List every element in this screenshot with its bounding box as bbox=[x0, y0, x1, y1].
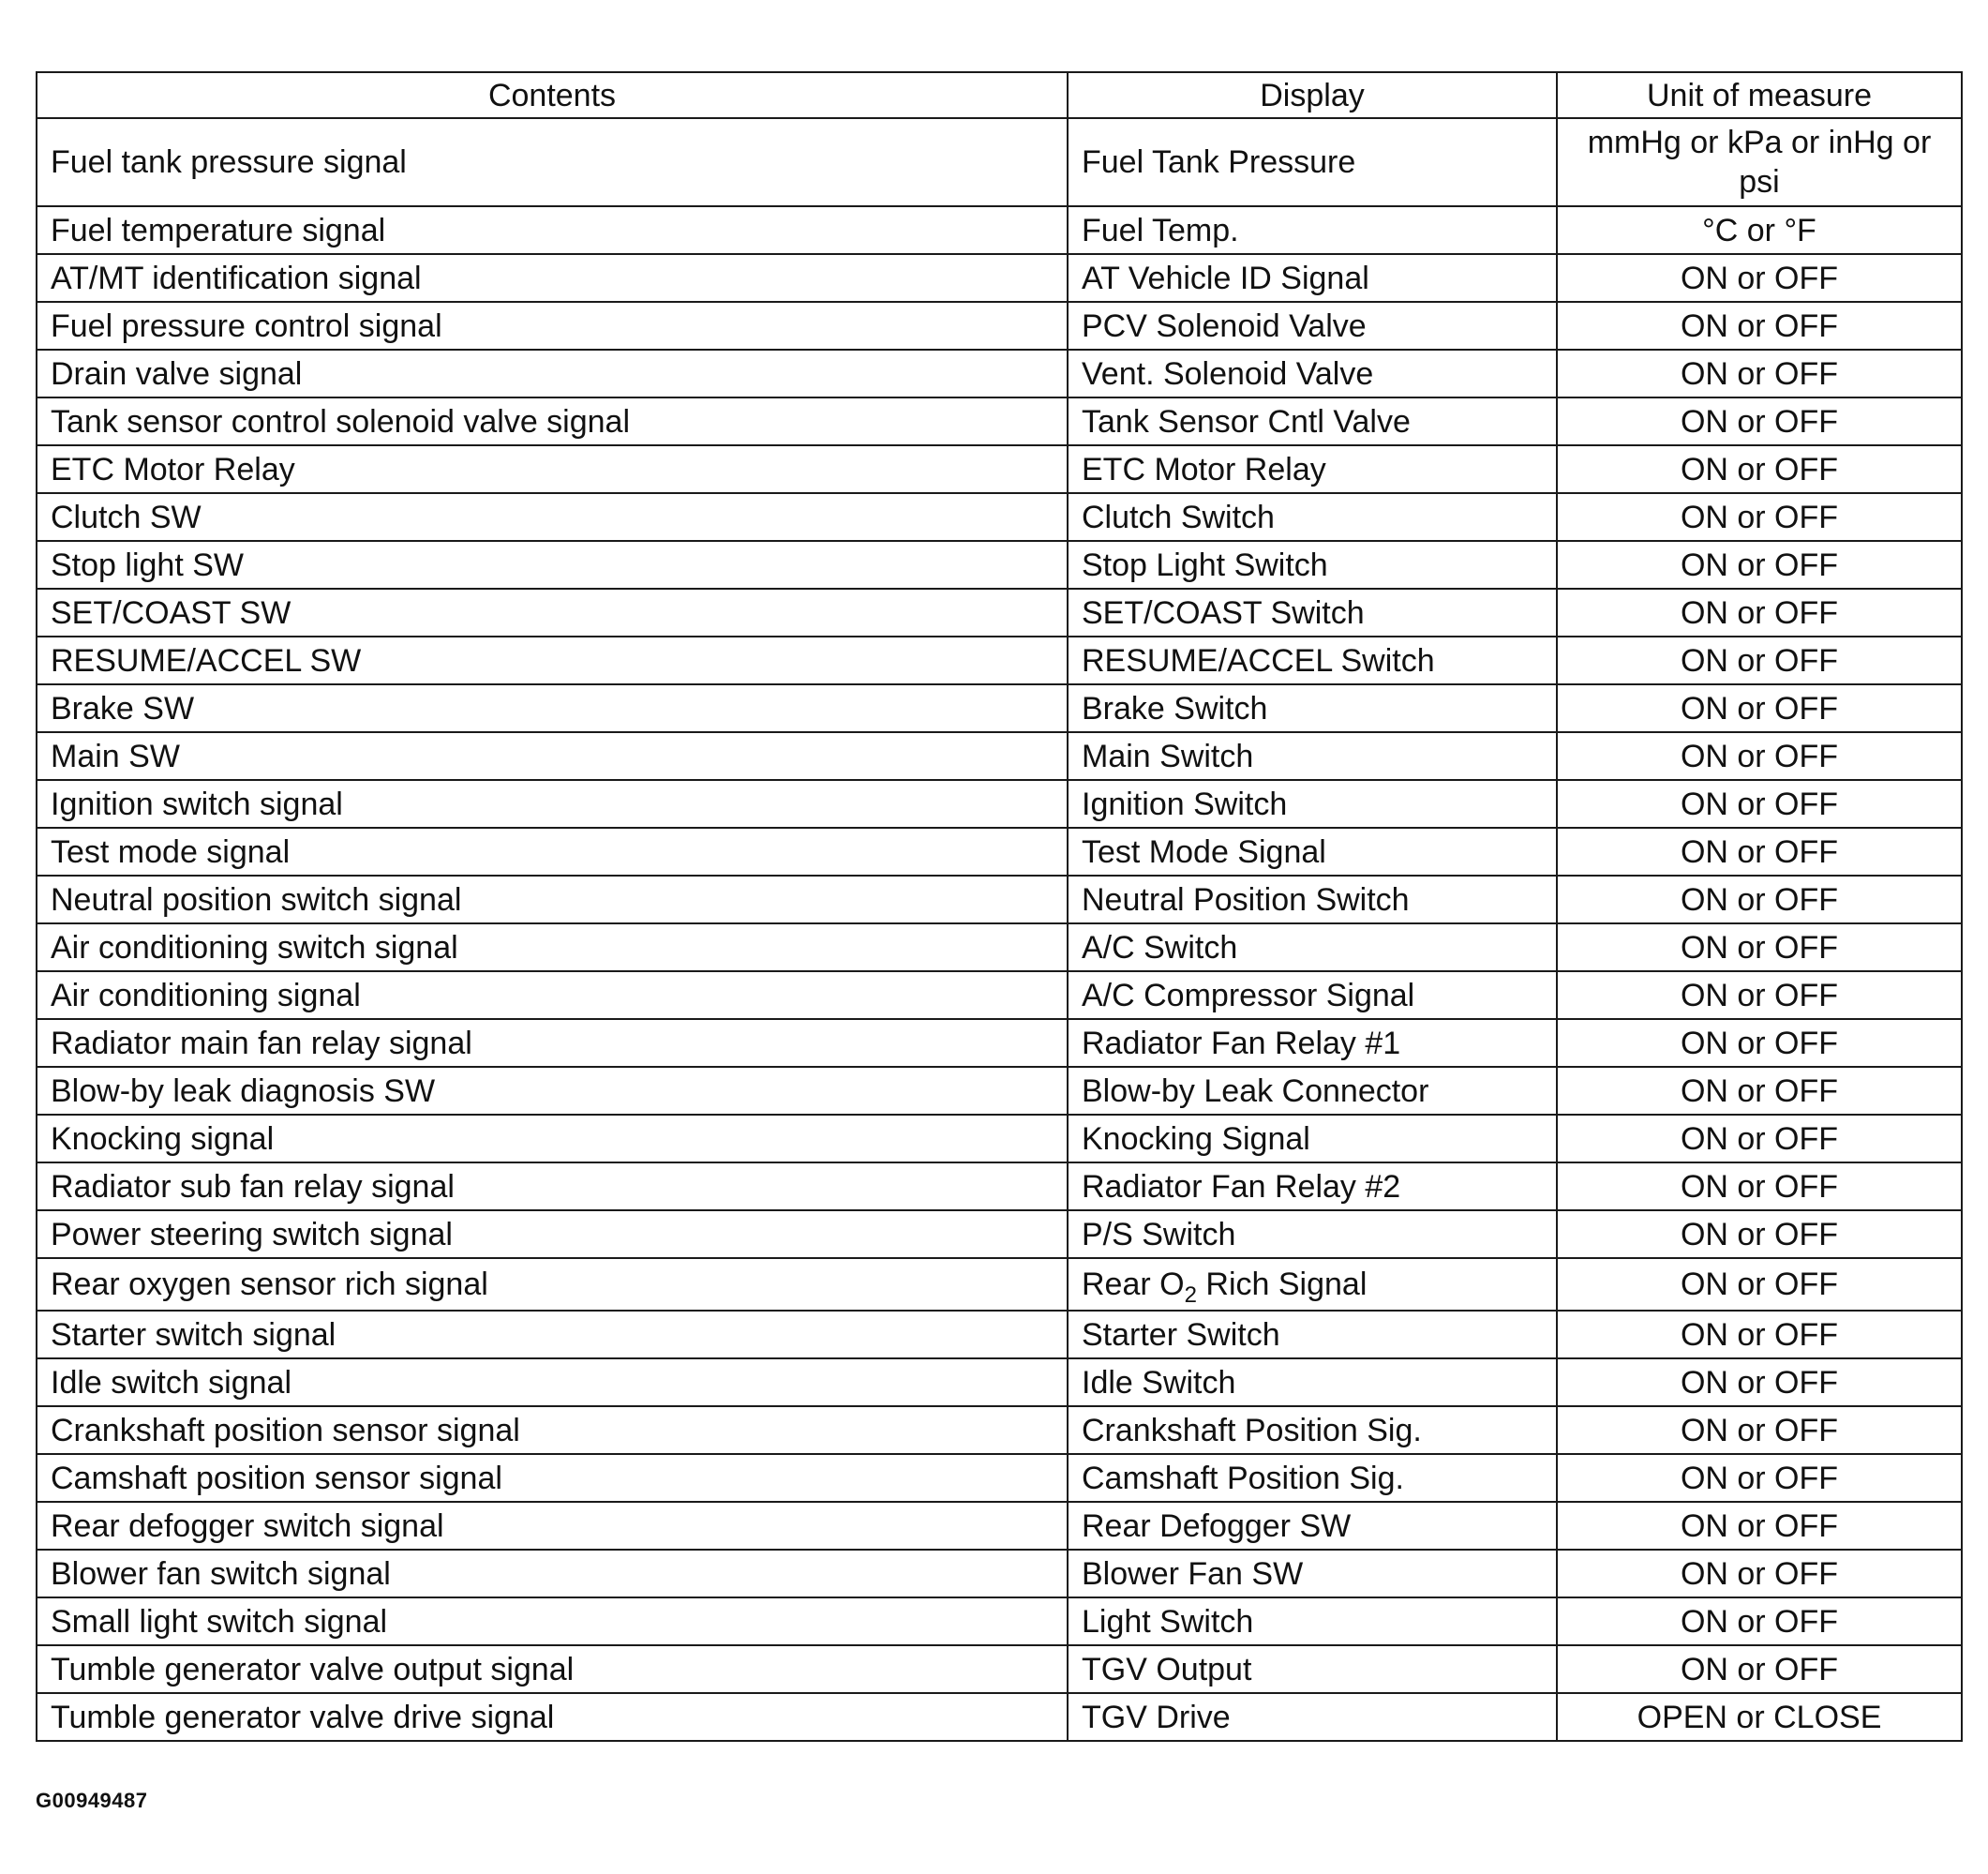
cell-display bbox=[1068, 1258, 1557, 1311]
table-row bbox=[37, 1210, 1962, 1258]
cell-unit: mmHg or kPa or inHg or psi bbox=[1557, 118, 1962, 206]
table-row bbox=[37, 1019, 1962, 1067]
cell-contents: SET/COAST SW bbox=[37, 589, 1068, 637]
cell-contents: Rear defogger switch signal bbox=[37, 1502, 1068, 1550]
cell-unit: ON or OFF bbox=[1557, 1311, 1962, 1358]
cell-contents: Radiator sub fan relay signal bbox=[37, 1162, 1068, 1210]
cell-unit: ON or OFF bbox=[1557, 350, 1962, 397]
column-header-unit: Unit of measure bbox=[1557, 72, 1962, 118]
cell-contents: AT/MT identification signal bbox=[37, 254, 1068, 302]
cell-contents: Main SW bbox=[37, 732, 1068, 780]
cell-display: P/S Switch bbox=[1068, 1210, 1557, 1258]
display-text-post: Rich Signal bbox=[1196, 1267, 1368, 1302]
cell-contents: Fuel tank pressure signal bbox=[37, 118, 1068, 206]
table-row bbox=[37, 1597, 1962, 1645]
cell-contents: Tank sensor control solenoid valve signal bbox=[37, 397, 1068, 445]
table-row bbox=[37, 684, 1962, 732]
cell-contents: Idle switch signal bbox=[37, 1358, 1068, 1406]
table-row bbox=[37, 828, 1962, 876]
cell-display: Knocking Signal bbox=[1068, 1115, 1557, 1162]
cell-unit: ON or OFF bbox=[1557, 397, 1962, 445]
table-header-row bbox=[37, 72, 1962, 118]
cell-contents: Fuel temperature signal bbox=[37, 206, 1068, 254]
cell-contents: Radiator main fan relay signal bbox=[37, 1019, 1068, 1067]
cell-unit: ON or OFF bbox=[1557, 1406, 1962, 1454]
figure-id: G00949487 bbox=[36, 1789, 148, 1812]
cell-contents: Drain valve signal bbox=[37, 350, 1068, 397]
cell-display: Blow-by Leak Connector bbox=[1068, 1067, 1557, 1115]
cell-display: A/C Switch bbox=[1068, 923, 1557, 971]
table-row bbox=[37, 923, 1962, 971]
table-row bbox=[37, 876, 1962, 923]
cell-display: SET/COAST Switch bbox=[1068, 589, 1557, 637]
table-row bbox=[37, 541, 1962, 589]
cell-unit: ON or OFF bbox=[1557, 637, 1962, 684]
table-row bbox=[37, 1645, 1962, 1693]
cell-contents: Tumble generator valve output signal bbox=[37, 1645, 1068, 1693]
cell-display: ETC Motor Relay bbox=[1068, 445, 1557, 493]
table-row bbox=[37, 1550, 1962, 1597]
cell-display: Idle Switch bbox=[1068, 1358, 1557, 1406]
table-row bbox=[37, 780, 1962, 828]
cell-unit: °C or °F bbox=[1557, 206, 1962, 254]
table-row bbox=[37, 1258, 1962, 1311]
column-header-display: Display bbox=[1068, 72, 1557, 118]
cell-unit: ON or OFF bbox=[1557, 828, 1962, 876]
table-row bbox=[37, 1115, 1962, 1162]
cell-unit: ON or OFF bbox=[1557, 1645, 1962, 1693]
cell-display: RESUME/ACCEL Switch bbox=[1068, 637, 1557, 684]
cell-unit: ON or OFF bbox=[1557, 589, 1962, 637]
cell-unit: OPEN or CLOSE bbox=[1557, 1693, 1962, 1741]
cell-display: Test Mode Signal bbox=[1068, 828, 1557, 876]
cell-unit: ON or OFF bbox=[1557, 1162, 1962, 1210]
cell-unit: ON or OFF bbox=[1557, 1067, 1962, 1115]
cell-unit: ON or OFF bbox=[1557, 876, 1962, 923]
cell-display: Fuel Tank Pressure bbox=[1068, 118, 1557, 206]
cell-display: Light Switch bbox=[1068, 1597, 1557, 1645]
cell-contents: Power steering switch signal bbox=[37, 1210, 1068, 1258]
cell-unit: ON or OFF bbox=[1557, 254, 1962, 302]
cell-unit: ON or OFF bbox=[1557, 1019, 1962, 1067]
cell-unit: ON or OFF bbox=[1557, 923, 1962, 971]
table-row bbox=[37, 445, 1962, 493]
cell-unit: ON or OFF bbox=[1557, 732, 1962, 780]
cell-contents: Small light switch signal bbox=[37, 1597, 1068, 1645]
table-row bbox=[37, 971, 1962, 1019]
cell-unit: ON or OFF bbox=[1557, 971, 1962, 1019]
cell-contents: RESUME/ACCEL SW bbox=[37, 637, 1068, 684]
cell-contents: Starter switch signal bbox=[37, 1311, 1068, 1358]
data-table bbox=[36, 71, 1963, 1742]
cell-unit: ON or OFF bbox=[1557, 1358, 1962, 1406]
cell-display: TGV Output bbox=[1068, 1645, 1557, 1693]
cell-contents: Blow-by leak diagnosis SW bbox=[37, 1067, 1068, 1115]
table-row bbox=[37, 637, 1962, 684]
cell-contents: Stop light SW bbox=[37, 541, 1068, 589]
table-row bbox=[37, 589, 1962, 637]
table-row bbox=[37, 1067, 1962, 1115]
cell-contents: Crankshaft position sensor signal bbox=[37, 1406, 1068, 1454]
cell-display: AT Vehicle ID Signal bbox=[1068, 254, 1557, 302]
table-body bbox=[37, 118, 1962, 1741]
cell-display: Rear Defogger SW bbox=[1068, 1502, 1557, 1550]
cell-display: Tank Sensor Cntl Valve bbox=[1068, 397, 1557, 445]
table-row bbox=[37, 1406, 1962, 1454]
cell-unit: ON or OFF bbox=[1557, 1597, 1962, 1645]
cell-unit: ON or OFF bbox=[1557, 541, 1962, 589]
cell-contents: ETC Motor Relay bbox=[37, 445, 1068, 493]
column-header-contents: Contents bbox=[37, 72, 1068, 118]
cell-display: Clutch Switch bbox=[1068, 493, 1557, 541]
table-row bbox=[37, 1693, 1962, 1741]
cell-display: Main Switch bbox=[1068, 732, 1557, 780]
table-row bbox=[37, 206, 1962, 254]
table-row bbox=[37, 1502, 1962, 1550]
cell-contents: Air conditioning signal bbox=[37, 971, 1068, 1019]
cell-display: Radiator Fan Relay #2 bbox=[1068, 1162, 1557, 1210]
table-row bbox=[37, 493, 1962, 541]
cell-display: Blower Fan SW bbox=[1068, 1550, 1557, 1597]
cell-display: Stop Light Switch bbox=[1068, 541, 1557, 589]
table-row bbox=[37, 1311, 1962, 1358]
table-row bbox=[37, 1454, 1962, 1502]
table-row bbox=[37, 397, 1962, 445]
cell-contents: Blower fan switch signal bbox=[37, 1550, 1068, 1597]
cell-unit: ON or OFF bbox=[1557, 1115, 1962, 1162]
table-row bbox=[37, 732, 1962, 780]
cell-contents: Neutral position switch signal bbox=[37, 876, 1068, 923]
cell-display: Brake Switch bbox=[1068, 684, 1557, 732]
cell-unit: ON or OFF bbox=[1557, 1210, 1962, 1258]
cell-unit: ON or OFF bbox=[1557, 684, 1962, 732]
table-row bbox=[37, 1358, 1962, 1406]
cell-unit: ON or OFF bbox=[1557, 1258, 1962, 1311]
cell-display: PCV Solenoid Valve bbox=[1068, 302, 1557, 350]
cell-display: Vent. Solenoid Valve bbox=[1068, 350, 1557, 397]
cell-unit: ON or OFF bbox=[1557, 1502, 1962, 1550]
table-row bbox=[37, 1162, 1962, 1210]
table-row bbox=[37, 118, 1962, 206]
cell-contents: Camshaft position sensor signal bbox=[37, 1454, 1068, 1502]
cell-display: Starter Switch bbox=[1068, 1311, 1557, 1358]
table-row bbox=[37, 350, 1962, 397]
cell-unit: ON or OFF bbox=[1557, 780, 1962, 828]
cell-contents: Ignition switch signal bbox=[37, 780, 1068, 828]
cell-contents: Tumble generator valve drive signal bbox=[37, 1693, 1068, 1741]
cell-contents: Fuel pressure control signal bbox=[37, 302, 1068, 350]
cell-contents: Knocking signal bbox=[37, 1115, 1068, 1162]
cell-unit: ON or OFF bbox=[1557, 302, 1962, 350]
display-text-pre: Rear O bbox=[1082, 1267, 1185, 1302]
cell-unit: ON or OFF bbox=[1557, 445, 1962, 493]
display-subscript: 2 bbox=[1184, 1282, 1197, 1308]
cell-contents: Rear oxygen sensor rich signal bbox=[37, 1258, 1068, 1311]
cell-unit: ON or OFF bbox=[1557, 493, 1962, 541]
cell-display: TGV Drive bbox=[1068, 1693, 1557, 1741]
cell-display: A/C Compressor Signal bbox=[1068, 971, 1557, 1019]
cell-display: Camshaft Position Sig. bbox=[1068, 1454, 1557, 1502]
table-row bbox=[37, 302, 1962, 350]
cell-display: Neutral Position Switch bbox=[1068, 876, 1557, 923]
cell-contents: Clutch SW bbox=[37, 493, 1068, 541]
cell-unit: ON or OFF bbox=[1557, 1550, 1962, 1597]
cell-display: Radiator Fan Relay #1 bbox=[1068, 1019, 1557, 1067]
cell-contents: Brake SW bbox=[37, 684, 1068, 732]
table-row bbox=[37, 254, 1962, 302]
cell-contents: Test mode signal bbox=[37, 828, 1068, 876]
cell-display: Ignition Switch bbox=[1068, 780, 1557, 828]
cell-contents: Air conditioning switch signal bbox=[37, 923, 1068, 971]
cell-unit: ON or OFF bbox=[1557, 1454, 1962, 1502]
cell-display: Crankshaft Position Sig. bbox=[1068, 1406, 1557, 1454]
cell-display: Fuel Temp. bbox=[1068, 206, 1557, 254]
